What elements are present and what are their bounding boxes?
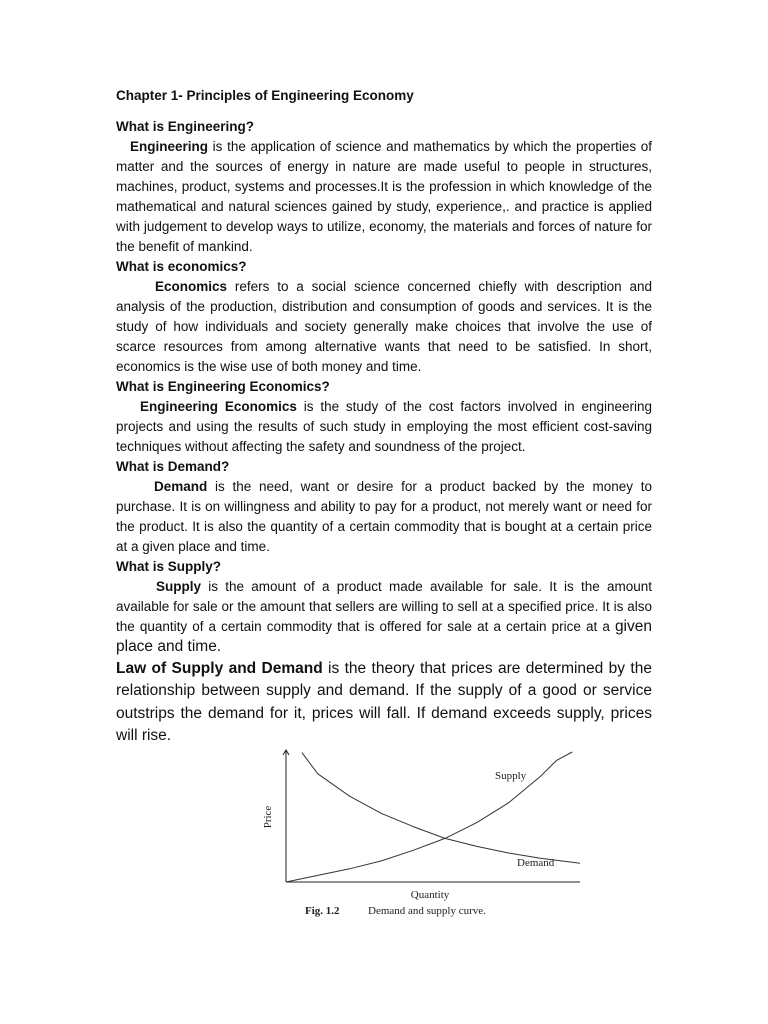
term-supply: Supply — [156, 579, 202, 594]
demand-curve — [302, 753, 580, 867]
chart-curves — [286, 752, 580, 882]
supply-demand-figure — [250, 742, 580, 922]
paragraph-economics — [116, 277, 652, 377]
paragraph-demand — [116, 477, 652, 557]
term-economics: Economics — [155, 279, 228, 294]
heading-engineering: What is Engineering? — [116, 119, 255, 134]
paragraph-engineering-economics — [116, 397, 652, 457]
paragraph-supply — [116, 577, 652, 657]
paragraph-engineering — [116, 137, 652, 257]
term-demand: Demand — [154, 479, 208, 494]
heading-demand: What is Demand? — [116, 459, 230, 474]
text-engineering-economics: is the study of the cost factors involved in engineering projects and using the results of such study in employing the most efficient cost-saving techniques without affecting the safety and soundness of the project. — [116, 399, 652, 454]
figure-caption-label: Fig. 1.2 — [305, 905, 340, 917]
term-engineering: Engineering — [130, 139, 209, 154]
text-economics: refers to a social science concerned chiefly with description and analysis of the production, distribution and consumption of goods and services. It is the study of how individuals and society generally make choices that involve the use of scarce resources from among alternative wants that need to be satisfied. In short, economics is the wise use of both money and time. — [116, 279, 652, 374]
heading-supply: What is Supply? — [116, 559, 222, 574]
term-engineering-economics: Engineering Economics — [140, 399, 297, 414]
text-supply-tail: given place and time. — [116, 618, 652, 655]
paragraph-law-supply-demand — [116, 658, 652, 747]
supply-curve-label: Supply — [495, 770, 527, 782]
heading-economics: What is economics? — [116, 259, 247, 274]
text-demand: is the need, want or desire for a product backed by the money to purchase. It is on willingness and ability to pay for a product, not merely want or need for the product. It is also the quantity of a certain commodity that is bought at a certain price at a given place and time. — [116, 479, 652, 554]
text-supply: is the amount of a product made available for sale. It is the amount available for sale or the amount that sellers are willing to sell at a specified price. It is also the quantity of a certain commodity that is offered for sale at a certain price at a — [116, 579, 652, 634]
x-axis-label: Quantity — [410, 889, 450, 901]
heading-engineering-economics: What is Engineering Economics? — [116, 379, 330, 394]
chapter-title: Chapter 1- Principles of Engineering Economy — [116, 88, 414, 103]
term-law-supply-demand: Law of Supply and Demand — [116, 660, 323, 677]
text-law-supply-demand: is the theory that prices are determined by the relationship between supply and demand. If the supply of a good or service outstrips the demand for it, prices will fall. If demand exceeds supply, prices will rise. — [116, 660, 652, 744]
text-engineering: is the application of science and mathematics by which the properties of matter and the sources of energy in nature are made useful to people in structures, machines, product, systems and processes.It is the profession in which knowledge of the mathematical and natural sciences gained by study, experience,. and practice is applied with judgement to develop ways to utilize, economy, the materials and forces of nature for the benefit of mankind. — [116, 139, 652, 254]
figure-caption-text: Demand and supply curve. — [368, 905, 486, 917]
y-axis-label: Price — [262, 805, 274, 829]
demand-curve-label: Demand — [517, 857, 555, 869]
document-body — [116, 86, 652, 747]
